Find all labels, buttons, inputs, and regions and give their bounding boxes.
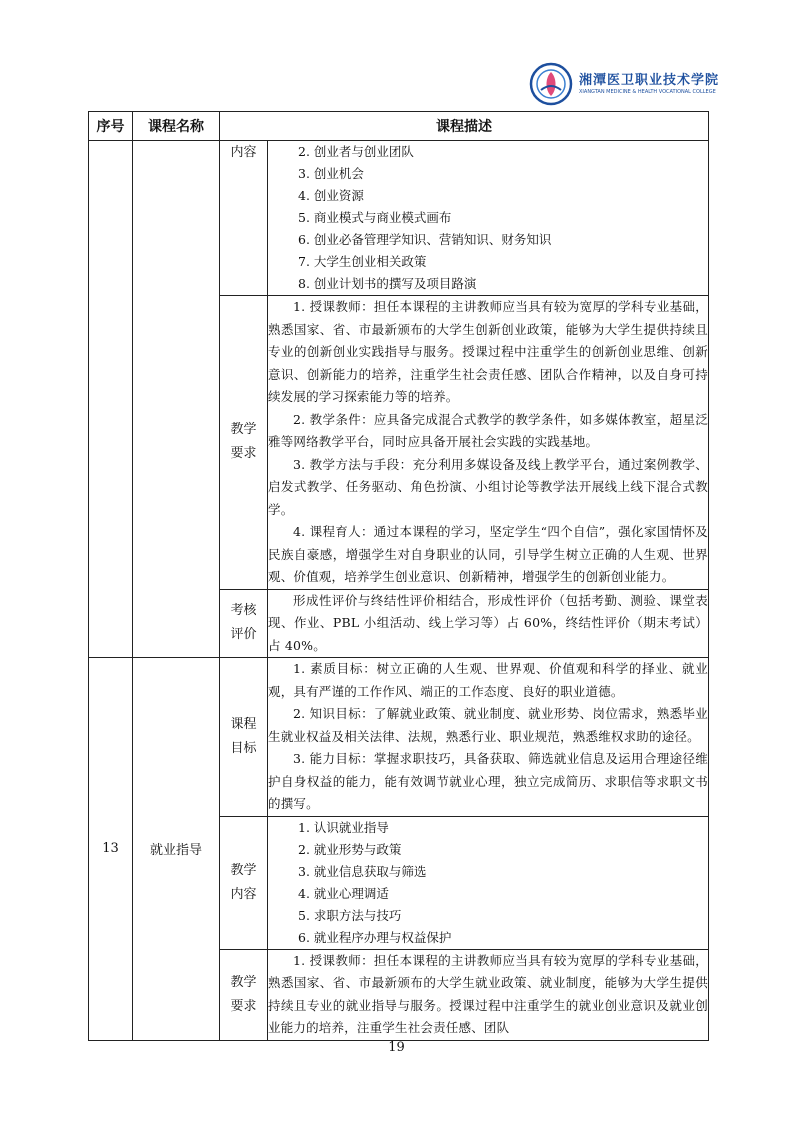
list-item: 7. 大学生创业相关政策 (298, 254, 427, 269)
course-13-no: 13 (89, 658, 133, 1041)
prev-req-text (268, 296, 709, 590)
course-13-goal-text (268, 658, 709, 817)
logo-chinese-name: 湘潭医卫职业技术学院 (579, 73, 720, 88)
prev-eval-text (268, 589, 709, 658)
list-item: 3. 创业机会 (298, 166, 364, 181)
course-table (88, 111, 709, 1041)
list-item: 4. 就业心理调适 (298, 885, 389, 901)
course-13-content-label: 教学 内容 (220, 816, 268, 949)
header-course-name: 课程名称 (133, 112, 220, 141)
table-row (89, 141, 709, 296)
paragraph: 3. 教学方法与手段：充分利用多媒设备及线上教学平台，通过案例教学、启发式教学、任务驱动、角色扮演、小组讨论等教学法开展线上线下混合式教学。 (268, 456, 708, 517)
course-13-goal-label: 课程 目标 (220, 658, 268, 817)
college-logo (529, 62, 720, 106)
prev-content-list (268, 141, 709, 296)
prev-name-cell (133, 141, 220, 658)
logo-english-name: XIANGTAN MEDICINE & HEALTH VOCATIONAL COLLEGE (579, 89, 716, 95)
course-13-content-list (268, 816, 709, 949)
course-13-req-text (268, 949, 709, 1040)
prev-eval-label: 考核 评价 (220, 589, 268, 658)
course-13-req-label: 教学 要求 (220, 949, 268, 1040)
page-number: 19 (388, 1040, 405, 1055)
table-row (89, 658, 709, 817)
prev-req-label: 教学 要求 (220, 296, 268, 590)
paragraph: 1. 授课教师：担任本课程的主讲教师应当具有较为宽厚的学科专业基础，熟悉国家、省、市最新颁布的大学生就业政策、就业制度，能够为大学生提供持续且专业的就业指导与服务。授课过程中注重学生的就业创业意识及就业创业能力的培养，注重学生社会责任感、团队 (268, 952, 708, 1035)
paragraph: 1. 素质目标：树立正确的人生观、世界观、价值观和科学的择业、就业观，具有严谨的工作作风、端正的工作态度、良好的职业道德。 (268, 661, 708, 699)
list-item: 8. 创业计划书的撰写及项目路演 (298, 276, 477, 291)
course-13-name: 就业指导 (133, 658, 220, 1041)
list-item: 3. 就业信息获取与筛选 (298, 863, 427, 879)
paragraph: 形成性评价与终结性评价相结合，形成性评价（包括考勤、测验、课堂表现、作业、PBL 小组活动、线上学习等）占 60%，终结性评价（期末考试）占 40%。 (268, 592, 708, 653)
list-item: 2. 创业者与创业团队 (298, 144, 414, 159)
list-item: 1. 认识就业指导 (298, 819, 389, 835)
paragraph: 2. 知识目标：了解就业政策、就业制度、就业形势、岗位需求，熟悉毕业生就业权益及相关法律、法规，熟悉行业、职业规范，熟悉维权求助的途径。 (268, 706, 708, 744)
paragraph: 4. 课程育人：通过本课程的学习，坚定学生“四个自信”，强化家国情怀及民族自豪感，增强学生对自身职业的认同，引导学生树立正确的人生观、世界观、价值观，培养学生创业意识、创新精神，增强学生的创新创业能力。 (268, 524, 708, 584)
list-item: 2. 就业形势与政策 (298, 841, 402, 857)
prev-no-cell (89, 141, 133, 658)
header-no: 序号 (89, 112, 133, 141)
list-item: 5. 商业模式与商业模式画布 (298, 210, 452, 225)
list-item: 4. 创业资源 (298, 188, 364, 203)
header-course-desc: 课程描述 (220, 112, 709, 141)
table-header-row (89, 112, 709, 141)
paragraph: 1. 授课教师：担任本课程的主讲教师应当具有较为宽厚的学科专业基础，熟悉国家、省、市最新颁布的大学生创新创业政策，能够为大学生提供持续且专业的创新创业实践指导与服务。授课过程中注重学生的创新创业思维、创新意识、创新能力的培养，注重学生社会责任感、团队合作精神，以及自身可持续发展的学习探索能力等的培养。 (268, 299, 708, 404)
list-item: 6. 创业必备管理学知识、营销知识、财务知识 (298, 232, 552, 247)
list-item: 6. 就业程序办理与权益保护 (298, 929, 452, 945)
prev-content-label: 内容 (220, 141, 268, 296)
list-item: 5. 求职方法与技巧 (298, 907, 402, 923)
college-emblem-icon (529, 62, 573, 106)
paragraph: 3. 能力目标：掌握求职技巧，具备获取、筛选就业信息及运用合理途径维护自身权益的能力，能有效调节就业心理，独立完成简历、求职信等求职文书的撰写。 (268, 751, 708, 811)
paragraph: 2. 教学条件：应具备完成混合式教学的教学条件，如多媒体教室，超星泛雅等网络教学平台，同时应具备开展社会实践的实践基地。 (268, 411, 708, 449)
